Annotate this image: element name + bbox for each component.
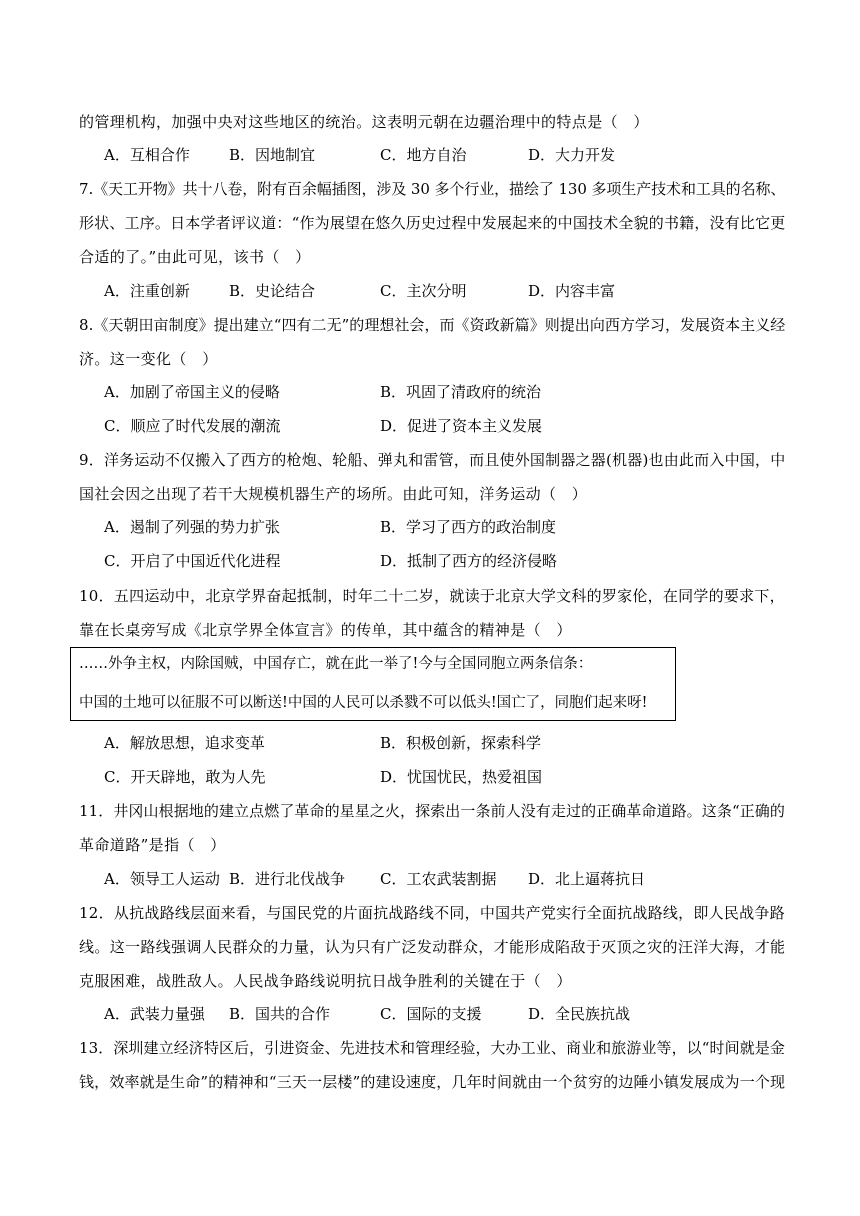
q10-quote-box <box>70 647 676 721</box>
q12-option-b[interactable]: B．国共的合作 <box>229 1005 331 1023</box>
q9-option-c[interactable]: C．开启了中国近代化进程 <box>104 552 281 570</box>
q6-option-d[interactable]: D．大力开发 <box>528 146 616 164</box>
q11-option-c[interactable]: C．工农武装割据 <box>380 870 497 888</box>
q11-options <box>0 869 860 889</box>
q10-stem-line-1: 10．五四运动中，北京学界奋起抵制，时年二十二岁，就读于北京大学文科的罗家伦，在同学的要求下， <box>79 587 785 605</box>
q8-option-b[interactable]: B．巩固了清政府的统治 <box>380 383 542 401</box>
q11-stem-line-1: 11．井冈山根据地的建立点燃了革命的星星之火，探索出一条前人没有走过的正确革命道路。这条“正确的 <box>79 802 785 820</box>
q8-options-row-2 <box>0 416 860 436</box>
q12-options <box>0 1004 860 1024</box>
q8-option-c[interactable]: C．顺应了时代发展的潮流 <box>104 417 281 435</box>
q10-quote-line-1: ……外争主权，内除国贼，中国存亡，就在此一举了!今与全国同胞立两条信条： <box>79 656 593 672</box>
q7-stem-line-1: 7.《天工开物》共十八卷，附有百余幅插图，涉及 30 多个行业，描绘了 130 多项生产技术和工具的名称、 <box>79 180 786 198</box>
q6-option-c[interactable]: C．地方自治 <box>380 146 467 164</box>
q12-stem-line-1: 12．从抗战路线层面来看，与国民党的片面抗战路线不同，中国共产党实行全面抗战路线，即人民战争路 <box>79 904 785 922</box>
q10-option-a[interactable]: A．解放思想，追求变革 <box>104 734 265 752</box>
q12-option-c[interactable]: C．国际的支援 <box>380 1005 482 1023</box>
q7-option-d[interactable]: D．内容丰富 <box>528 282 616 300</box>
q10-option-c[interactable]: C．开天辟地，敢为人先 <box>104 768 266 786</box>
q13-stem-line-2: 钱，效率就是生命”的精神和“三天一层楼”的建设速度，几年时间就由一个贫穷的边陲小镇发展成为一个现 <box>79 1073 786 1091</box>
q9-option-b[interactable]: B．学习了西方的政治制度 <box>380 518 557 536</box>
q8-option-d[interactable]: D．促进了资本主义发展 <box>380 417 543 435</box>
q9-stem-line-2: 国社会因之出现了若干大规模机器生产的场所。由此可知，洋务运动（ ） <box>79 485 588 503</box>
q8-stem-line-1: 8.《天朝田亩制度》提出建立“四有二无”的理想社会，而《资政新篇》则提出向西方学习，发展资本主义经 <box>79 316 786 334</box>
q13-stem-line-1: 13．深圳建立经济特区后，引进资金、先进技术和管理经验，大办工业、商业和旅游业等，以“时间就是金 <box>79 1039 785 1057</box>
q7-stem-line-2: 形状、工序。日本学者评议道：“作为展望在悠久历史过程中发展起来的中国技术全貌的书籍，没有比它更 <box>79 214 786 232</box>
q11-stem-line-2: 革命道路”是指（ ） <box>79 836 226 854</box>
q10-option-d[interactable]: D．忧国忧民，热爱祖国 <box>380 768 543 786</box>
q6-stem-line: 的管理机构，加强中央对这些地区的统治。这表明元朝在边疆治理中的特点是（ ） <box>79 113 649 131</box>
q11-option-a[interactable]: A．领导工人运动 <box>104 870 220 888</box>
q7-option-a[interactable]: A．注重创新 <box>104 282 190 300</box>
q7-stem-line-3: 合适的了。”由此可见，该书（ ） <box>79 248 311 266</box>
q8-stem-line-2: 济。这一变化（ ） <box>79 350 218 368</box>
q11-option-b[interactable]: B．进行北伐战争 <box>229 870 346 888</box>
q12-stem-line-3: 克服困难，战胜敌人。人民战争路线说明抗日战争胜利的关键在于（ ） <box>79 972 572 990</box>
q9-options-row-2 <box>0 551 860 571</box>
q7-options <box>0 281 860 301</box>
q10-options-row-1 <box>0 733 860 753</box>
q10-stem-line-2: 靠在长桌旁写成《北京学界全体宣言》的传单，其中蕴含的精神是（ ） <box>79 621 572 639</box>
q9-option-d[interactable]: D．抵制了西方的经济侵略 <box>380 552 558 570</box>
q7-option-c[interactable]: C．主次分明 <box>380 282 467 300</box>
q7-option-b[interactable]: B．史论结合 <box>229 282 316 300</box>
q9-options-row-1 <box>0 517 860 537</box>
q9-option-a[interactable]: A．遏制了列强的势力扩张 <box>104 518 280 536</box>
q11-option-d[interactable]: D．北上逼蒋抗日 <box>528 870 646 888</box>
q6-options <box>0 145 860 165</box>
q12-option-d[interactable]: D．全民族抗战 <box>528 1005 631 1023</box>
q12-stem-line-2: 线。这一路线强调人民群众的力量，认为只有广泛发动群众，才能形成陷敌于灭顶之灾的汪洋大海，才能 <box>79 938 786 956</box>
q6-option-b[interactable]: B．因地制宜 <box>229 146 316 164</box>
q10-quote-line-2: 中国的土地可以征服不可以断送!中国的人民可以杀戮不可以低头!国亡了，同胞们起来呀! <box>79 695 648 711</box>
q8-options-row-1 <box>0 382 860 402</box>
q12-option-a[interactable]: A．武装力量强 <box>104 1005 205 1023</box>
q10-option-b[interactable]: B．积极创新，探索科学 <box>380 734 542 752</box>
q6-option-a[interactable]: A．互相合作 <box>104 146 190 164</box>
q10-options-row-2 <box>0 767 860 787</box>
q9-stem-line-1: 9．洋务运动不仅搬入了西方的枪炮、轮船、弹丸和雷管，而且使外国制器之器(机器)也由此而入中国，中 <box>79 451 786 469</box>
q8-option-a[interactable]: A．加剧了帝国主义的侵略 <box>104 383 280 401</box>
